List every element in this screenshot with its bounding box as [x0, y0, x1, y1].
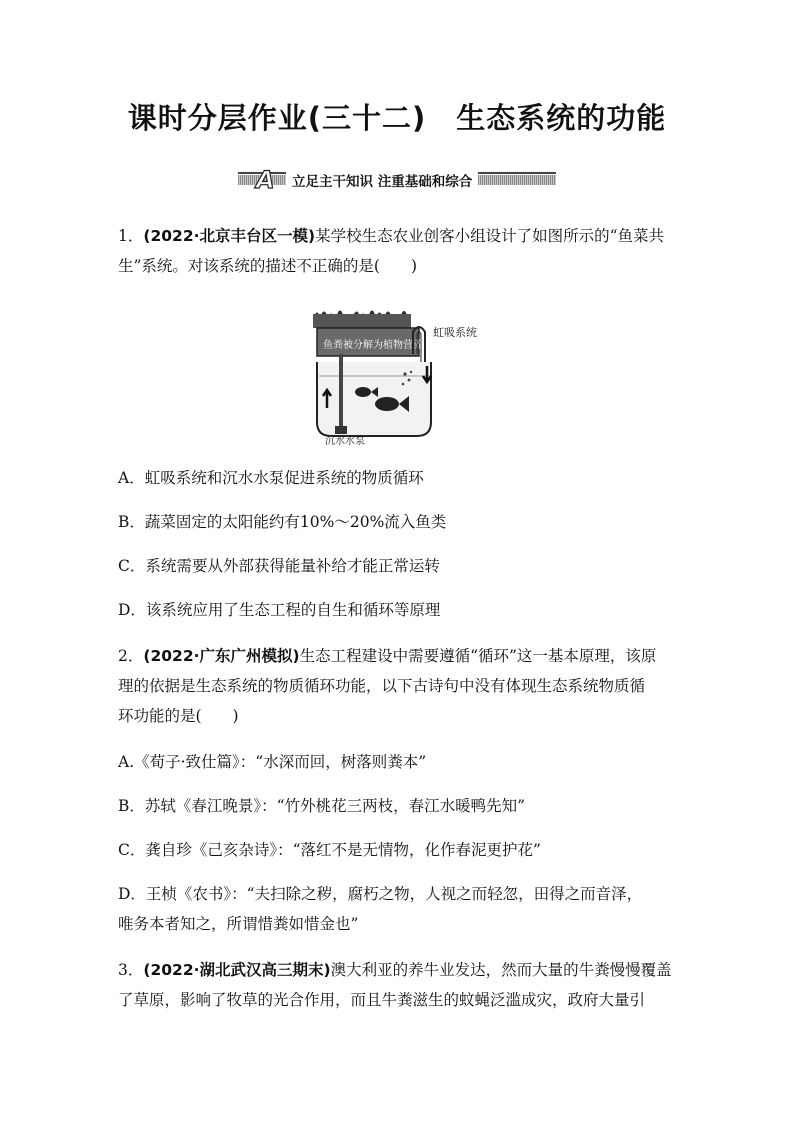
q2-line-1 — [118, 646, 656, 666]
q2-option-c: C．龚自珍《己亥杂诗》：“落红不是无情物，化作春泥更护花” — [118, 841, 541, 859]
q1-number: 1． — [118, 227, 144, 245]
section-label: 立足主干知识 注重基础和综合 — [286, 170, 478, 190]
q2-option-b: B．苏轼《春江晚景》：“竹外桃花三两枝，春江水暖鸭先知” — [118, 797, 525, 815]
q1-source: (2022·北京丰台区一模) — [143, 227, 316, 245]
siphon-label: 虹吸系统 — [433, 326, 477, 339]
tray-label: 鱼粪被分解为植物营养 — [323, 340, 423, 351]
aquaponics-diagram — [305, 296, 505, 446]
title-sub: 生态系统的功能 — [456, 101, 667, 135]
aquaponics-figure — [305, 296, 505, 446]
q3-text-1: 澳大利亚的养牛业发达，然而大量的牛粪慢慢覆盖 — [330, 961, 672, 979]
q1-option-b: B．蔬菜固定的太阳能约有10%～20%流入鱼类 — [118, 513, 447, 531]
q2-line-3: 环功能的是( ) — [118, 707, 239, 725]
title-main: 课时分层作业(三十二) — [127, 101, 427, 135]
q2-number: 2． — [118, 647, 144, 665]
q2-source: (2022·广东广州模拟) — [143, 647, 300, 665]
q2-option-d-cont: 唯务本者知之，所谓惜粪如惜金也” — [118, 915, 359, 933]
q2-option-a: A.《荀子·致仕篇》：“水深而回，树落则粪本” — [118, 753, 427, 771]
q3-line-1 — [118, 960, 672, 980]
pump-label: 沉水水泵 — [325, 436, 365, 446]
q1-line-2: 生”系统。对该系统的描述不正确的是( ) — [118, 257, 418, 275]
q2-option-d: D．王桢《农书》：“夫扫除之秽，腐朽之物，人视之而轻忽，田得之而音泽， — [118, 885, 643, 903]
vegetables-icon — [313, 312, 411, 328]
q1-option-a: A．虹吸系统和沉水水泵促进系统的物质循环 — [118, 469, 424, 487]
q3-number: 3． — [118, 961, 144, 979]
q3-line-2: 了草原，影响了牧草的光合作用，而且牛粪滋生的蚊蝇泛滥成灾，政府大量引 — [118, 991, 646, 1009]
q2-text-1: 生态工程建设中需要遵循“循环”这一基本原理，该原 — [299, 647, 657, 665]
q2-line-2: 理的依据是生态系统的物质循环功能，以下古诗句中没有体现生态系统物质循 — [118, 677, 646, 695]
q1-option-d: D．该系统应用了生态工程的自生和循环等原理 — [118, 601, 441, 619]
section-letter: A — [256, 166, 275, 194]
q3-source: (2022·湖北武汉高三期末) — [143, 961, 331, 979]
pump-icon — [335, 426, 347, 434]
section-banner — [238, 168, 556, 192]
q1-line-1 — [118, 226, 664, 246]
q1-option-c: C．系统需要从外部获得能量补给才能正常运转 — [118, 557, 440, 575]
page-title — [0, 96, 794, 137]
q1-text-1: 某学校生态农业创客小组设计了如图所示的“鱼菜共 — [315, 227, 665, 245]
